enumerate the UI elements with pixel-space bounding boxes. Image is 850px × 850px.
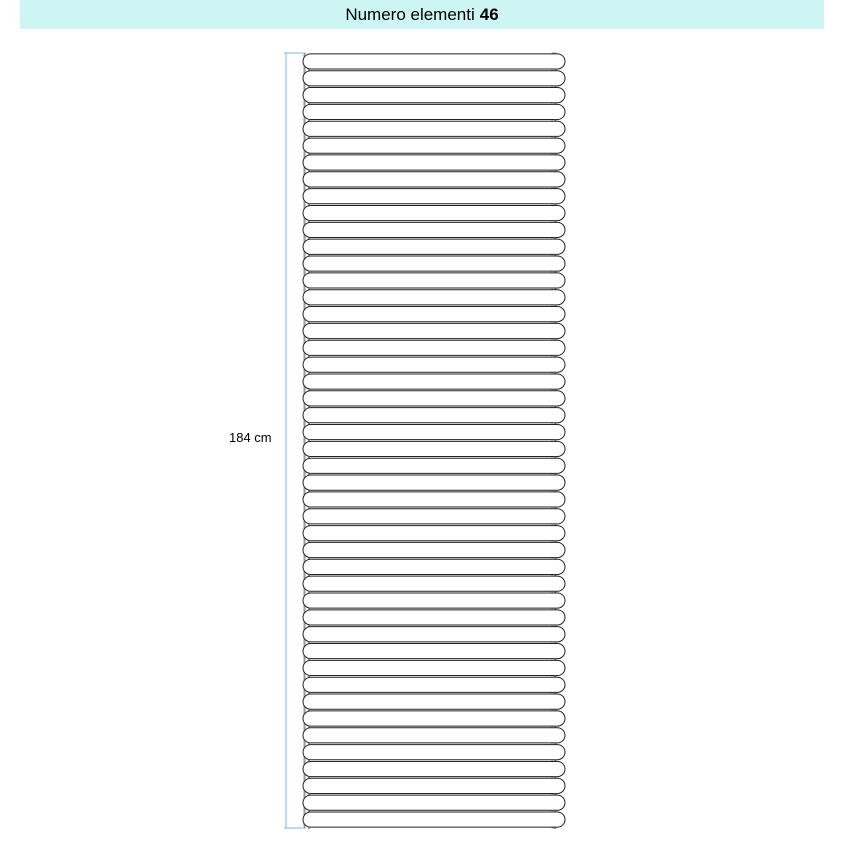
radiator-tubes	[303, 53, 565, 829]
radiator-tube	[303, 391, 565, 406]
element-count-value: 46	[479, 4, 499, 24]
radiator-tube	[303, 424, 565, 439]
radiator-tube	[303, 711, 565, 726]
radiator-tube	[303, 812, 565, 827]
radiator-tube	[303, 172, 565, 187]
radiator-tube	[303, 155, 565, 170]
radiator-tube	[303, 458, 565, 473]
radiator-tube	[303, 104, 565, 119]
radiator-tube	[303, 576, 565, 591]
radiator-tube	[303, 745, 565, 760]
height-dimension-line	[284, 53, 303, 828]
radiator-tube	[303, 71, 565, 86]
radiator-tube	[303, 340, 565, 355]
radiator-tube	[303, 222, 565, 237]
radiator-tube	[303, 610, 565, 625]
radiator-tube	[303, 778, 565, 793]
radiator-tube	[303, 441, 565, 456]
radiator-tube	[303, 593, 565, 608]
radiator-tube	[303, 761, 565, 776]
radiator-tube	[303, 408, 565, 423]
radiator-tube	[303, 644, 565, 659]
radiator-tube	[303, 273, 565, 288]
radiator-tube	[303, 357, 565, 372]
radiator-tube	[303, 307, 565, 322]
radiator-tube	[303, 492, 565, 507]
radiator-tube	[303, 189, 565, 204]
left-collector	[304, 53, 305, 828]
radiator-tube	[303, 677, 565, 692]
radiator-tube	[303, 239, 565, 254]
radiator-tube	[303, 88, 565, 103]
radiator-tube	[303, 54, 565, 69]
radiator-tube	[303, 728, 565, 743]
radiator-tube	[303, 374, 565, 389]
radiator-tube	[303, 509, 565, 524]
radiator-tube	[303, 323, 565, 338]
radiator-tube	[303, 694, 565, 709]
radiator-tube	[303, 526, 565, 541]
radiator-tube	[303, 660, 565, 675]
height-dimension-label: 184 cm	[229, 430, 272, 445]
radiator-tube	[303, 121, 565, 136]
radiator-tube	[303, 795, 565, 810]
radiator-tube	[303, 559, 565, 574]
radiator-tube	[303, 542, 565, 557]
element-count-label: Numero elementi	[345, 4, 475, 24]
radiator-tube	[303, 475, 565, 490]
radiator-tube	[303, 256, 565, 271]
radiator-tube	[303, 290, 565, 305]
radiator-tube	[303, 205, 565, 220]
radiator-tube	[303, 627, 565, 642]
radiator-tube	[303, 138, 565, 153]
